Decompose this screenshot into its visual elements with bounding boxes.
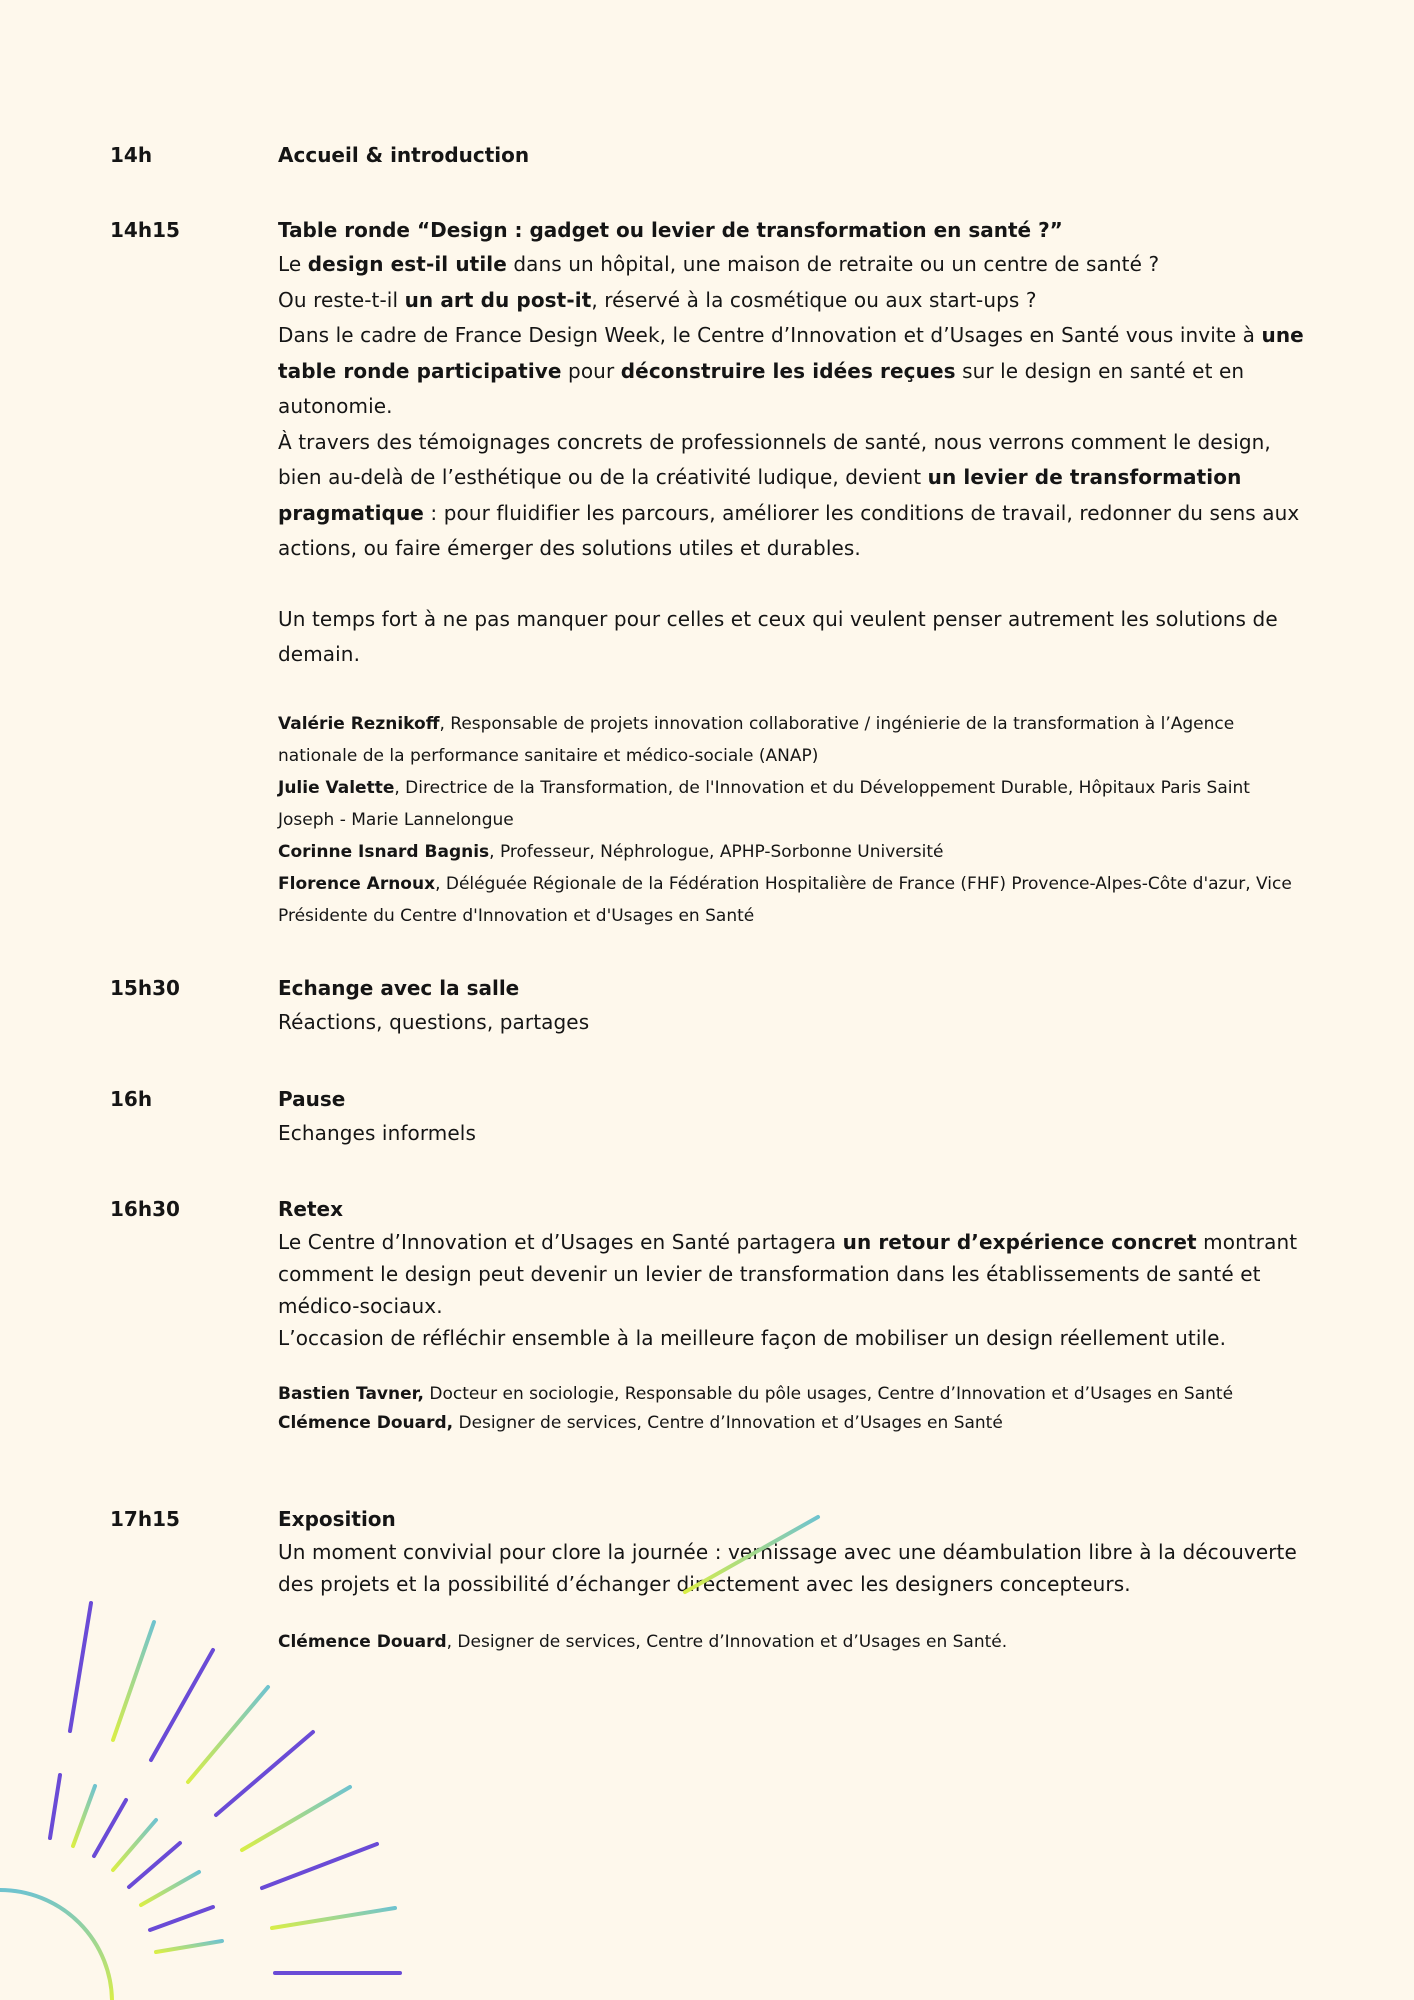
ray: [113, 1820, 156, 1870]
speaker-name: Clémence Douard: [278, 1632, 447, 1652]
paragraph: Un temps fort à ne pas manquer pour celles et ceux qui veulent penser autrement les solutions de demain.: [278, 606, 1278, 666]
session-description: Un moment convivial pour clore la journée : vernissage avec une déambulation libre à la découverte des projets et la possibilité d’échanger directement avec les designers concepteurs.: [278, 1540, 1297, 1596]
ray: [150, 1907, 213, 1930]
ray: [129, 1843, 180, 1887]
paragraph: Le design est-il utile dans un hôpital, une maison de retraite ou un centre de santé ?: [278, 252, 1160, 276]
time-label: 16h30: [110, 1197, 180, 1221]
speaker-role: , Directrice de la Transformation, de l'Innovation et du Développement Durable, Hôpitaux Paris Saint Joseph - Marie Lannelongue: [278, 777, 1250, 830]
session-title: Pause: [278, 1087, 346, 1111]
paragraph: Dans le cadre de France Design Week, le Centre d’Innovation et d’Usages en Santé vous invite à une table ronde participative pour déconstruire les idées reçues sur le design en santé et en autonomie.: [278, 323, 1304, 418]
speaker-name: Valérie Reznikoff: [278, 713, 440, 734]
ray: [216, 1732, 313, 1815]
session-title: Accueil & introduction: [278, 143, 530, 167]
time-label: 17h15: [110, 1507, 180, 1531]
session-description: Réactions, questions, partages: [278, 1010, 590, 1034]
session-title: Echange avec la salle: [278, 976, 520, 1000]
ray: [151, 1650, 213, 1760]
paragraph: Le Centre d’Innovation et d’Usages en Santé partagera un retour d’expérience concret montrant comment le design peut devenir un levier de transformation dans les établissements de santé et médico-sociaux.: [278, 1230, 1298, 1318]
ray: [94, 1800, 126, 1856]
paragraph: L’occasion de réfléchir ensemble à la meilleure façon de mobiliser un design réellement utile.: [278, 1326, 1227, 1350]
session-title: Table ronde “Design : gadget ou levier de transformation en santé ?”: [278, 218, 1063, 242]
ray: [50, 1775, 60, 1838]
session-description: Echanges informels: [278, 1121, 476, 1145]
ray: [272, 1908, 395, 1928]
speaker-role: , Déléguée Régionale de la Fédération Hospitalière de France (FHF) Provence-Alpes-Côte d'azur, Vice Présidente du Centre d'Innovation et d'Usages en Santé: [278, 873, 1292, 926]
time-label: 14h15: [110, 218, 180, 242]
ray: [73, 1786, 95, 1846]
session-title: Retex: [278, 1197, 343, 1221]
time-label: 16h: [110, 1087, 153, 1111]
ray: [242, 1787, 350, 1850]
speaker-role: , Designer de services, Centre d’Innovation et d’Usages en Santé.: [446, 1632, 1008, 1652]
speaker-name: Julie Valette: [278, 777, 395, 798]
sun-arc: [0, 1890, 112, 2000]
ray: [262, 1844, 377, 1888]
ray: [188, 1687, 268, 1782]
speaker-name: Corinne Isnard Bagnis: [278, 841, 490, 862]
speaker-role: Docteur en sociologie, Responsable du pôle usages, Centre d’Innovation et d’Usages en Santé: [424, 1384, 1234, 1404]
speaker-name: Bastien Tavner,: [278, 1384, 424, 1404]
speaker-name: Florence Arnoux: [278, 873, 436, 894]
paragraph: Ou reste-t-il un art du post-it, réservé à la cosmétique ou aux start-ups ?: [278, 287, 1037, 312]
time-label: 15h30: [110, 976, 180, 1000]
speaker-role: , Responsable de projets innovation collaborative / ingénierie de la transformation à l’Agence nationale de la performance sanitaire et médico-sociale (ANAP): [278, 713, 1235, 766]
speaker-role: Designer de services, Centre d’Innovation et d’Usages en Santé: [453, 1413, 1003, 1433]
paragraph: À travers des témoignages concrets de professionnels de santé, nous verrons comment le design, bien au-delà de l’esthétique ou de la créativité ludique, devient un levier de transformation pragmatique : pour fluidifier les parcours, améliorer les conditions de travail, redonner du sens aux actions, ou faire émerger des solutions utiles et durables.: [278, 429, 1300, 560]
ray: [70, 1603, 91, 1731]
ray: [156, 1941, 222, 1952]
ray: [141, 1872, 199, 1905]
speaker-name: Clémence Douard,: [278, 1413, 454, 1433]
speaker-role: , Professeur, Néphrologue, APHP-Sorbonne Université: [489, 841, 944, 862]
ray: [685, 1517, 818, 1592]
time-label: 14h: [110, 143, 153, 167]
ray: [113, 1622, 154, 1740]
session-title: Exposition: [278, 1507, 396, 1531]
